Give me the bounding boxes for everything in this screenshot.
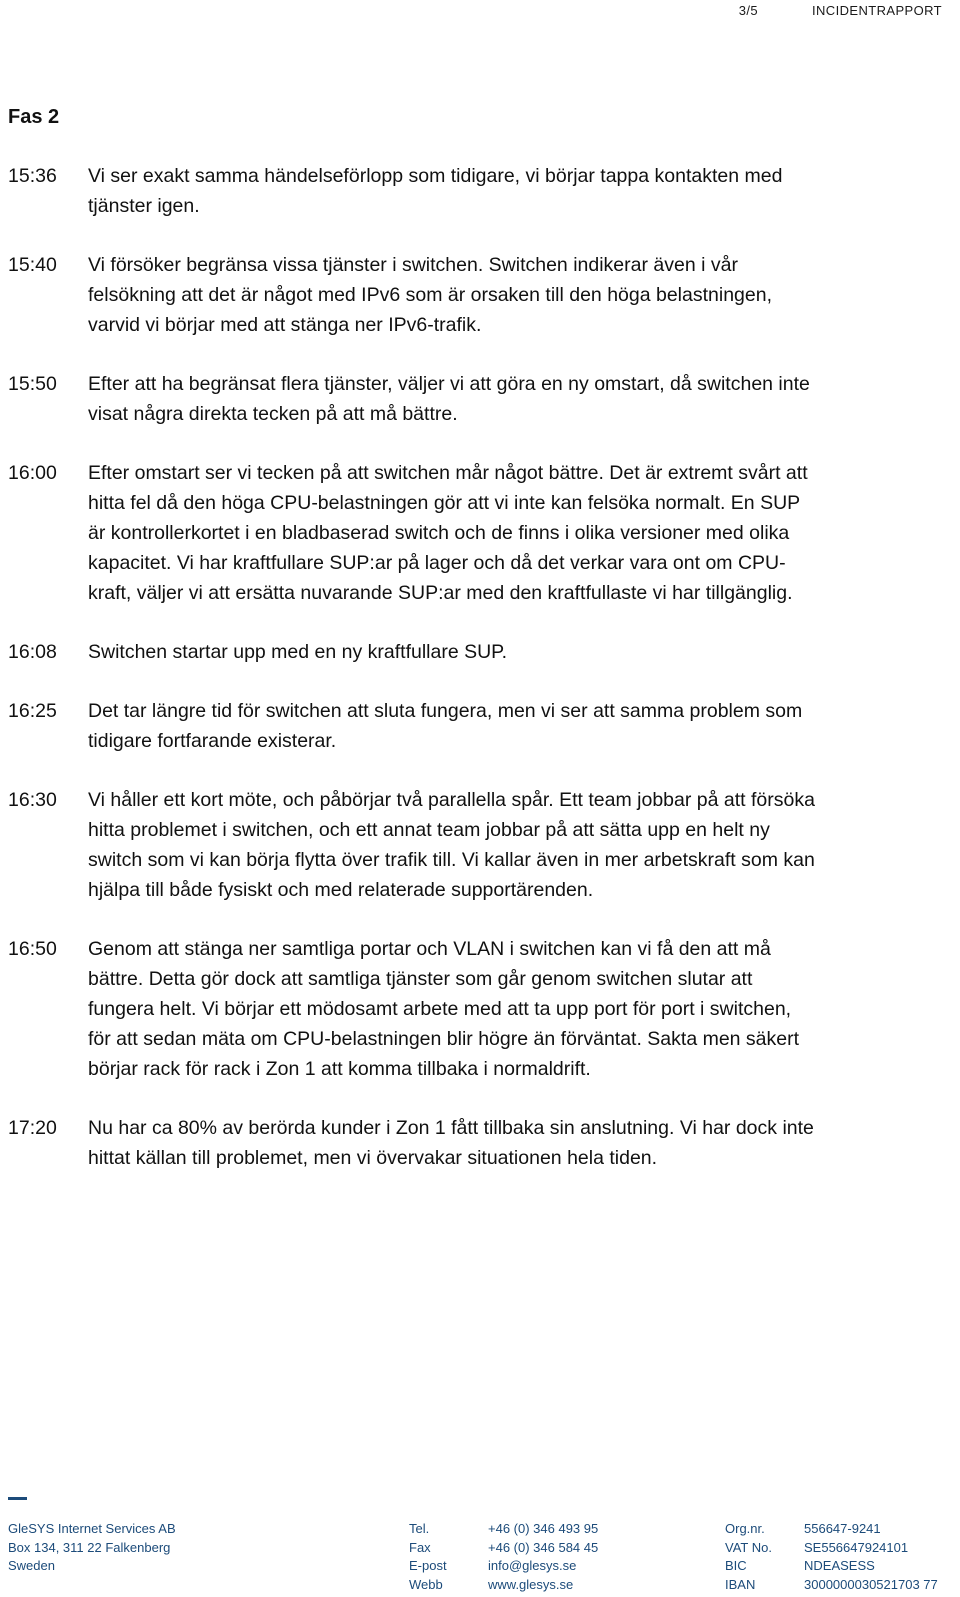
entry-text: Vi försöker begränsa vissa tjänster i switchen. Switchen indikerar även i vår felsökning att det är något med IPv6 som är orsaken till den höga belastningen, varvid vi börjar med att stänga ner IPv6-trafik.	[88, 254, 773, 336]
timeline-entry	[8, 637, 908, 667]
footer-contact-labels	[409, 1520, 479, 1594]
org-value: 556647-9241	[804, 1521, 881, 1536]
document-title: INCIDENTRAPPORT	[812, 2, 942, 18]
email-label: E-post	[409, 1558, 447, 1573]
fax-label: Fax	[409, 1539, 431, 1555]
entry-time: 15:36	[8, 165, 57, 187]
vat-label: VAT No.	[725, 1539, 772, 1555]
entry-time: 15:40	[8, 254, 57, 276]
entry-text: Efter omstart ser vi tecken på att switchen mår något bättre. Det är extremt svårt att hitta fel då den höga CPU-belastningen gör att vi inte kan felsöka normalt. En SUP är kontrollerkortet i en bladbaserad switch och de finns i olika versioner med olika kapacitet. Vi har kraftfullare SUP:ar på lager och då det verkar vara ont om CPU-kraft, väljer vi att ersätta nuvarande SUP:ar med den kraftfullaste vi har tillgänglig.	[88, 462, 808, 604]
section-title: Fas 2	[8, 106, 60, 128]
timeline-entry	[8, 369, 908, 429]
fax-value: +46 (0) 346 584 45	[488, 1539, 599, 1555]
entry-time: 17:20	[8, 1117, 57, 1139]
entry-time: 16:08	[8, 641, 57, 663]
footer-bank-labels	[725, 1520, 795, 1594]
bic-value: NDEASESS	[804, 1558, 875, 1573]
entry-time: 16:50	[8, 938, 57, 960]
incident-timeline	[8, 161, 908, 1202]
entry-text: Nu har ca 80% av berörda kunder i Zon 1 fått tillbaka sin anslutning. Vi har dock inte hittat källan till problemet, men vi övervakar situationen hela tiden.	[88, 1117, 814, 1169]
iban-label: IBAN	[725, 1576, 756, 1592]
bic-label: BIC	[725, 1558, 747, 1573]
timeline-entry	[8, 696, 908, 756]
entry-text: Det tar längre tid för switchen att sluta fungera, men vi ser att samma problem som tidigare fortfarande existerar.	[88, 700, 803, 752]
entry-text: Vi ser exakt samma händelseförlopp som tidigare, vi börjar tappa kontakten med tjänster igen.	[88, 165, 783, 217]
company-name: GleSYS Internet Services AB	[8, 1521, 176, 1536]
timeline-entry	[8, 250, 908, 340]
web-label: Webb	[409, 1576, 443, 1592]
footer-divider	[8, 1497, 27, 1500]
tel-value: +46 (0) 346 493 95	[488, 1521, 599, 1536]
footer-contact-values	[488, 1520, 688, 1594]
page-number: 3/5	[738, 2, 758, 18]
entry-text: Efter att ha begränsat flera tjänster, väljer vi att göra en ny omstart, då switchen inte visat några direkta tecken på att må bättre.	[88, 373, 810, 425]
footer-bank-values	[804, 1520, 960, 1594]
entry-time: 16:25	[8, 700, 57, 722]
entry-time: 16:00	[8, 462, 57, 484]
timeline-entry	[8, 1113, 908, 1173]
web-link[interactable]: www.glesys.se	[488, 1576, 574, 1592]
timeline-entry	[8, 161, 908, 221]
org-label: Org.nr.	[725, 1521, 765, 1536]
company-country: Sweden	[8, 1558, 55, 1573]
timeline-entry	[8, 785, 908, 905]
email-link[interactable]: info@glesys.se	[488, 1558, 577, 1573]
entry-time: 16:30	[8, 789, 57, 811]
entry-text: Switchen startar upp med en ny kraftfullare SUP.	[88, 641, 508, 663]
vat-value: SE556647924101	[804, 1539, 909, 1555]
tel-label: Tel.	[409, 1521, 430, 1536]
entry-time: 15:50	[8, 373, 57, 395]
entry-text: Vi håller ett kort möte, och påbörjar två parallella spår. Ett team jobbar på att försöka hitta problemet i switchen, och ett annat team jobbar på att sätta upp en helt ny switch som vi kan börja flytta över trafik till. Vi kallar även in mer arbetskraft som kan hjälpa till både fysiskt och med relaterade supportärenden.	[88, 789, 815, 901]
timeline-entry	[8, 458, 908, 608]
page-header	[739, 0, 942, 20]
iban-value: 3000000030521703 77	[804, 1576, 938, 1592]
timeline-entry	[8, 934, 908, 1084]
footer-company-block	[8, 1520, 308, 1576]
company-address: Box 134, 311 22 Falkenberg	[8, 1539, 171, 1555]
entry-text: Genom att stänga ner samtliga portar och VLAN i switchen kan vi få den att må bättre. Detta gör dock att samtliga tjänster som går genom switchen slutar att fungera helt. Vi börjar ett mödosamt arbete med att ta upp port för port i switchen, för att sedan mäta om CPU-belastningen blir högre än förväntat. Sakta men säkert börjar rack för rack i Zon 1 att komma tillbaka i normaldrift.	[88, 938, 800, 1080]
